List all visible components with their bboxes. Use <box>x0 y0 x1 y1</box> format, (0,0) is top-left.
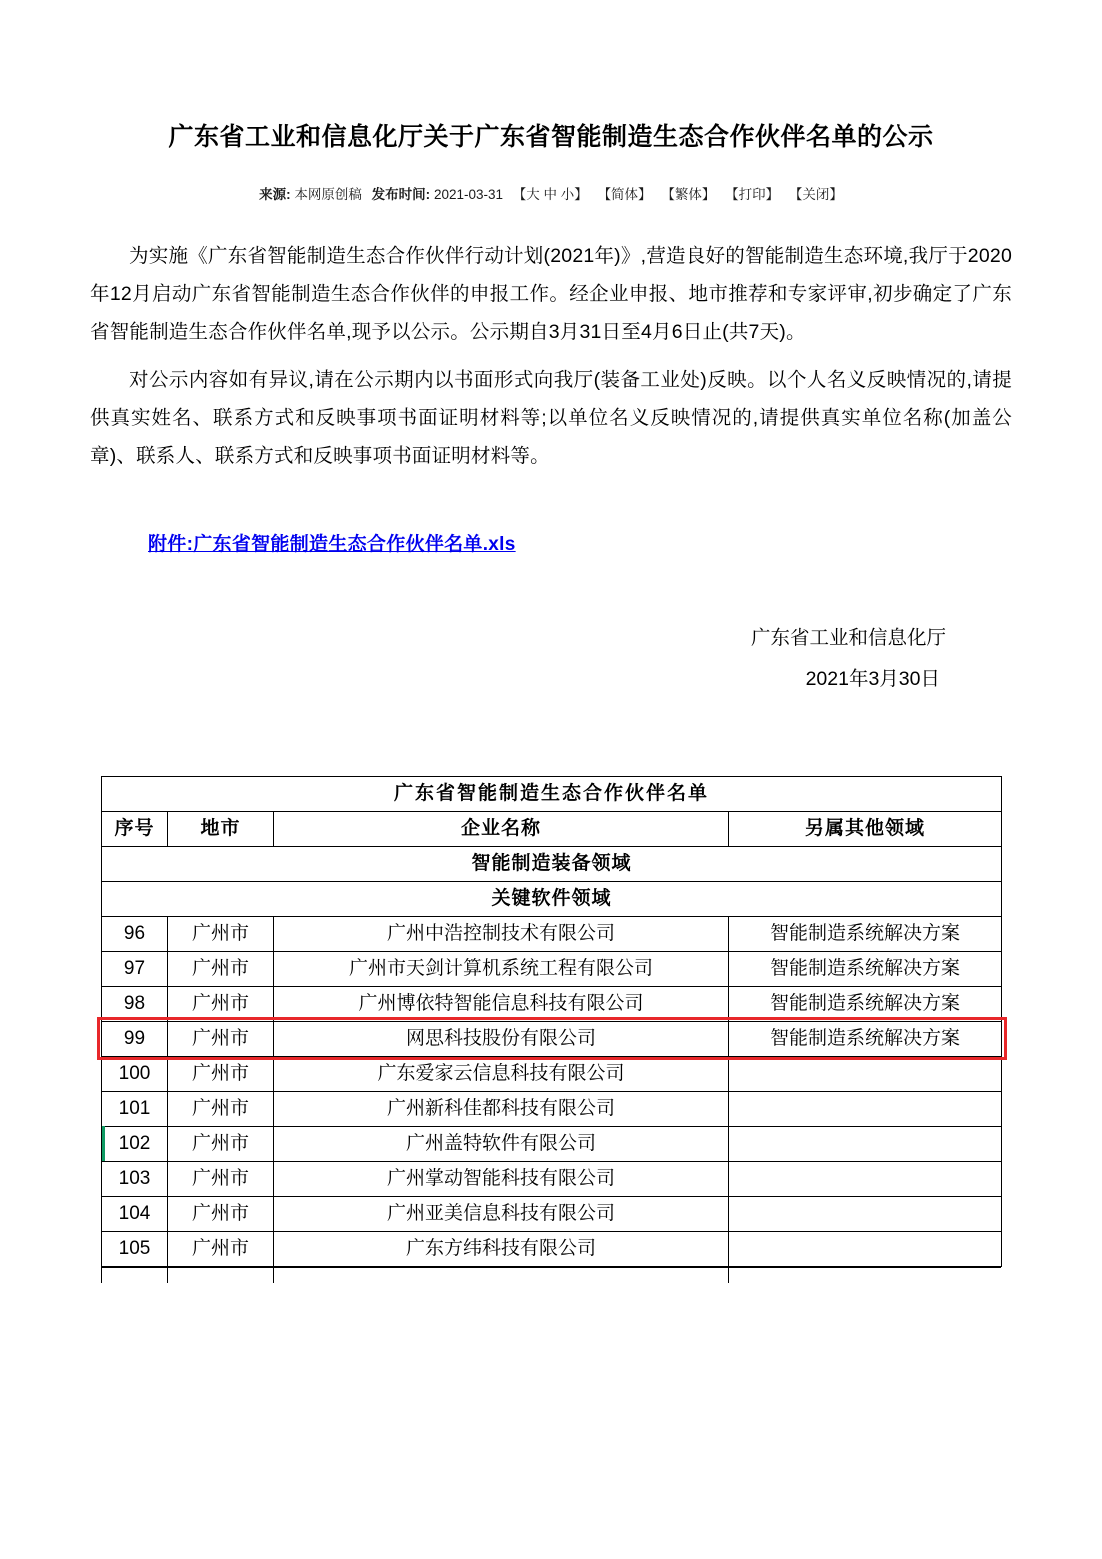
cell-name: 广东爱家云信息科技有限公司 <box>274 1056 729 1091</box>
cell-other: 智能制造系统解决方案 <box>729 986 1002 1021</box>
cell-city: 广州市 <box>168 1161 274 1196</box>
table-row <box>102 951 1002 986</box>
cell-city: 广州市 <box>168 1091 274 1126</box>
cell-other: 智能制造系统解决方案 <box>729 916 1002 951</box>
cell-other <box>729 1196 1002 1231</box>
cell-city: 广州市 <box>168 1021 274 1056</box>
table-body <box>102 776 1002 1266</box>
fontsize-large-link[interactable]: 大 <box>526 187 540 202</box>
section-label-equipment: 智能制造装备领域 <box>102 846 1002 881</box>
cell-other: 智能制造系统解决方案 <box>729 951 1002 986</box>
page-title: 广东省工业和信息化厅关于广东省智能制造生态合作伙伴名单的公示 <box>168 123 934 151</box>
cell-city: 广州市 <box>168 951 274 986</box>
table-row <box>102 1161 1002 1196</box>
section-row-software <box>102 881 1002 916</box>
body-paragraph-2: 对公示内容如有异议,请在公示期内以书面形式向我厅(装备工业处)反映。以个人名义反映情况的,请提供真实姓名、联系方式和反映事项书面证明材料等;以单位名义反映情况的,请提供真实单位名称(加盖公章)、联系人、联系方式和反映事项书面证明材料等。 <box>90 369 1012 468</box>
signature-date: 2021年3月30日 <box>805 668 940 691</box>
cell-other <box>729 1056 1002 1091</box>
cell-no: 103 <box>102 1161 168 1196</box>
cell-city: 广州市 <box>168 1196 274 1231</box>
column-header-city: 地市 <box>168 811 274 846</box>
cell-name: 广州亚美信息科技有限公司 <box>274 1196 729 1231</box>
table-row <box>102 986 1002 1021</box>
signature-org: 广东省工业和信息化厅 <box>750 627 946 650</box>
traditional-link[interactable]: 【繁体】 <box>661 187 716 202</box>
fontsize-group: 【大 中 小】 <box>512 187 588 202</box>
fontsize-medium-link[interactable]: 中 <box>543 187 558 202</box>
column-header-no: 序号 <box>102 811 168 846</box>
section-row-equipment <box>102 846 1002 881</box>
cell-no: 105 <box>102 1231 168 1266</box>
table-header-row <box>102 811 1002 846</box>
partner-list-table <box>101 776 1002 1267</box>
signature-block <box>90 618 1012 700</box>
cell-no: 101 <box>102 1091 168 1126</box>
cell-no: 96 <box>102 916 168 951</box>
cell-no: 102 <box>102 1126 168 1161</box>
source-value: 本网原创稿 <box>294 187 362 202</box>
cell-no: 97 <box>102 951 168 986</box>
source-label: 来源: <box>259 187 291 202</box>
table-row <box>102 1056 1002 1091</box>
attachment-link[interactable]: 附件:广东省智能制造生态合作伙伴名单.xls <box>148 534 516 556</box>
section-label-software: 关键软件领域 <box>102 881 1002 916</box>
publish-label: 发布时间: <box>371 187 431 202</box>
cell-other <box>729 1161 1002 1196</box>
column-header-other: 另属其他领域 <box>729 811 1002 846</box>
partner-list-table-wrap <box>101 776 1001 1267</box>
table-row <box>102 1231 1002 1266</box>
table-title: 广东省智能制造生态合作伙伴名单 <box>102 776 1002 811</box>
cell-name: 广州掌动智能科技有限公司 <box>274 1161 729 1196</box>
cell-city: 广州市 <box>168 1056 274 1091</box>
cell-name: 广州博依特智能信息科技有限公司 <box>274 986 729 1021</box>
cell-name: 广州新科佳都科技有限公司 <box>274 1091 729 1126</box>
cell-no: 98 <box>102 986 168 1021</box>
table-row <box>102 1126 1002 1161</box>
cell-name: 广州中浩控制技术有限公司 <box>274 916 729 951</box>
cell-name: 广州市天剑计算机系统工程有限公司 <box>274 951 729 986</box>
cell-city: 广州市 <box>168 916 274 951</box>
cell-name: 广东方纬科技有限公司 <box>274 1231 729 1266</box>
table-row <box>102 916 1002 951</box>
column-header-name: 企业名称 <box>274 811 729 846</box>
table-row-highlighted <box>102 1021 1002 1056</box>
cell-other <box>729 1231 1002 1266</box>
document-meta <box>90 183 1012 203</box>
cell-city: 广州市 <box>168 986 274 1021</box>
table-row <box>102 1196 1002 1231</box>
cell-other <box>729 1091 1002 1126</box>
publish-value: 2021-03-31 <box>433 187 503 202</box>
fontsize-small-link[interactable]: 小 <box>560 187 575 202</box>
cell-city: 广州市 <box>168 1126 274 1161</box>
cell-other <box>729 1126 1002 1161</box>
table-clipped-bottom-row <box>101 1267 1001 1283</box>
table-row <box>102 1091 1002 1126</box>
cell-name: 广州盖特软件有限公司 <box>274 1126 729 1161</box>
table-title-row <box>102 776 1002 811</box>
print-link[interactable]: 【打印】 <box>725 187 780 202</box>
body-paragraph-1: 为实施《广东省智能制造生态合作伙伴行动计划(2021年)》,营造良好的智能制造生态环境,我厅于2020年12月启动广东省智能制造生态合作伙伴的申报工作。经企业申报、地市推荐和专家评审,初步确定了广东省智能制造生态合作伙伴名单,现予以公示。公示期自3月31日至4月6日止(共7天)。 <box>90 245 1012 344</box>
simplified-link[interactable]: 【简体】 <box>597 187 652 202</box>
cell-other: 智能制造系统解决方案 <box>729 1021 1002 1056</box>
cell-no: 99 <box>102 1021 168 1056</box>
cell-no: 104 <box>102 1196 168 1231</box>
cell-name: 网思科技股份有限公司 <box>274 1021 729 1056</box>
close-link[interactable]: 【关闭】 <box>788 187 843 202</box>
cell-city: 广州市 <box>168 1231 274 1266</box>
cell-no: 100 <box>102 1056 168 1091</box>
